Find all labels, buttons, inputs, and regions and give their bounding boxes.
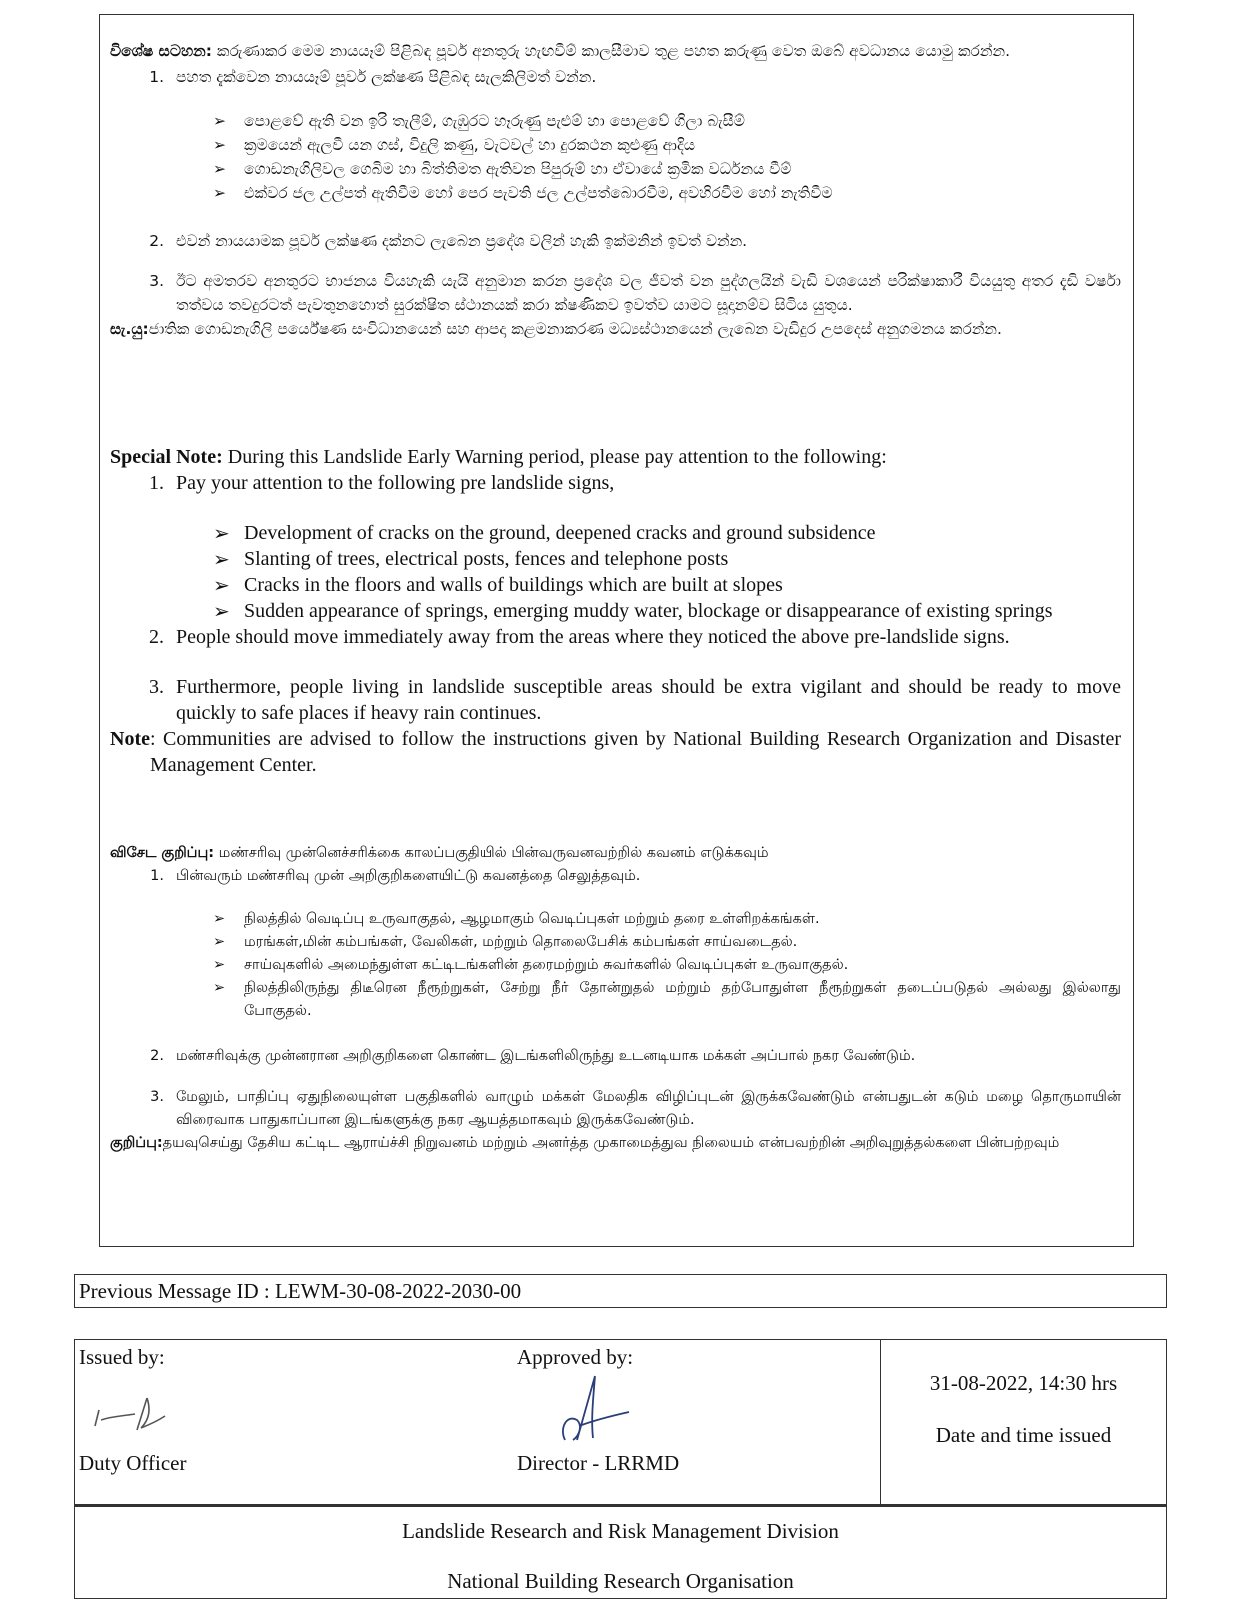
issued-by-role: Duty Officer [79, 1451, 187, 1475]
duty-officer-signature-icon [89, 1380, 169, 1438]
arrow-bullet-icon: ➢ [213, 980, 226, 996]
list-item: ➢ நிலத்தில் வெடிப்பு உருவாகுதல், ஆழமாகும் வெடிப்புகள் மற்றும் தரை உள்ளிறக்கங்கள். [110, 908, 1121, 931]
list-item: ➢ சாய்வுகளில் அமைந்துள்ள கட்டிடங்களின் தரைமற்றும் சுவர்களில் வெடிப்புகள் உருவாகுதல். [110, 954, 1121, 977]
arrow-bullet-icon: ➢ [213, 521, 230, 545]
list-item: ➢ Development of cracks on the ground, deepened cracks and ground subsidence [213, 521, 876, 545]
tamil-bullet-list [110, 908, 1121, 1023]
arrow-bullet-icon: ➢ [213, 547, 230, 571]
approved-by-role: Director - LRRMD [517, 1451, 680, 1475]
arrow-bullet-icon: ➢ [213, 911, 226, 927]
footer-division: Landslide Research and Risk Management Division [402, 1519, 839, 1543]
arrow-bullet-icon: ➢ [213, 599, 230, 623]
tamil-note: குறிப்பு: தயவுசெய்து தேசிய கட்டிட ஆராய்ச்சி நிறுவனம் மற்றும் அனர்த்த முகாமைத்துவ நிலையம் என்பவற்றின் அறிவுறுத்தல்களை பின்பற்றவும் [110, 1135, 1060, 1151]
list-item: ➢ Cracks in the floors and walls of buildings which are built at slopes [213, 573, 783, 597]
approved-by-label: Approved by: [517, 1345, 634, 1369]
datetime-label: Date and time issued [935, 1423, 1112, 1447]
sinhala-intro: විශේෂ සටහන: කරුණාකර මෙම නායයෑම් පිළිබඳ පූර්ව අනතුරු හැඟවීම් කාලසීමාව තුළ පහත කරුණු වෙත ඔබේ අවධානය යොමු කරන්න. [110, 42, 1011, 60]
previous-message-id: Previous Message ID : LEWM-30-08-2022-2030-00 [74, 1274, 1167, 1308]
list-item: ➢ நிலத்திலிருந்து திடீரென நீரூற்றுகள், சேற்று நீர் தோன்றுதல் மற்றும் தற்போதுள்ள நீரூற்றுகள் தடைப்படுதல் அல்லது இல்லாது போகுதல். [110, 977, 1121, 1023]
tamil-section [110, 842, 1121, 1155]
issued-by-label: Issued by: [79, 1345, 165, 1369]
english-section [110, 444, 1121, 778]
director-signature-icon [549, 1370, 639, 1450]
issued-datetime: 31-08-2022, 14:30 hrs [929, 1371, 1118, 1395]
sinhala-item-2: 2. එවන් නායයාමක පූර්ව ලක්ෂණ දක්නට ලැබෙන ප්‍රදේශ වලින් හැකි ඉක්මනින් ඉවත් වන්න. [149, 232, 748, 250]
english-item-3: 3. Furthermore, people living in landslide susceptible areas should be extra vigilant and should be ready to move quickly to safe places if heavy rain continues. [149, 676, 1121, 724]
datetime-cell [880, 1340, 1166, 1504]
footer [74, 1505, 1167, 1599]
tamil-item-2: 2. மண்சரிவுக்கு முன்னரான அறிகுறிகளை கொண்ட இடங்களிலிருந்து உடனடியாக மக்கள் அப்பால் நகர வேண்டும். [150, 1048, 916, 1064]
english-item-2: 2. People should move immediately away from the areas where they noticed the above pre-landslide signs. [149, 626, 1010, 648]
list-item: ➢ ක්‍රමයෙන් ඇලවී යන ගස්, විදුලි කණු, වැටවල් හා දුරකථන කුළුණු ආදිය [110, 133, 1121, 157]
list-item: ➢ එක්වර ජල උල්පත් ඇතිවීම හෝ පෙර පැවති ජල උල්පත්බොරවීම, අවහිරවීම හෝ නැතිවීම [110, 181, 1121, 205]
english-bullet-list [110, 520, 1121, 624]
list-item: ➢ மரங்கள்,மின் கம்பங்கள், வேலிகள், மற்றும் தொலைபேசிக் கம்பங்கள் சாய்வடைதல். [110, 931, 1121, 954]
english-intro: Special Note: During this Landslide Early Warning period, please pay attention to the following: [110, 446, 887, 468]
arrow-bullet-icon: ➢ [213, 112, 226, 130]
arrow-bullet-icon: ➢ [213, 136, 226, 154]
sinhala-item-1: 1. පහත දැක්වෙන නායයෑම් පූර්ව ලක්ෂණ පිළිබඳ සැලකිලිමත් වන්න. [149, 68, 597, 86]
list-item: ➢ Slanting of trees, electrical posts, fences and telephone posts [213, 547, 729, 571]
warning-notice-box [99, 14, 1134, 1247]
tamil-note-label: விசேட குறிப்பு: [110, 845, 215, 861]
list-item: ➢ ගොඩනැගිලිවල ගෙබිම හා බිත්තිමත ඇතිවන පිපුරුම් හා ඒවායේ ක්‍රමික වර්ධනය වීම් [110, 157, 1121, 181]
arrow-bullet-icon: ➢ [213, 160, 226, 178]
english-item-1: 1. Pay your attention to the following pre landslide signs, [149, 472, 615, 494]
tamil-item-1: 1. பின்வரும் மண்சரிவு முன் அறிகுறிகளையிட்டு கவனத்தை செலுத்தவும். [150, 868, 641, 884]
tamil-item-3: 3. மேலும், பாதிப்பு ஏதுநிலையுள்ள பகுதிகளில் வாழும் மக்கள் மேலதிக விழிப்புடன் இருக்கவேண்டும் என்பதுடன் கடும் மழை தொருமாயின் விரைவாக பாதுகாப்பான இடங்களுக்கு நகர ஆயத்தமாகவும் இருக்கவேண்டும். [150, 1089, 1121, 1128]
sinhala-note: සැ.යු: ජාතික ගොඩනැගිලි පර්යේෂණ සංවිධානයෙන් සහ ආපදා කළමනාකරණ මධ්‍යස්ථානයෙන් ලැබෙන වැඩිදුර උපදෙස් අනුගමනය කරන්න. [110, 320, 1002, 338]
tamil-intro: விசேட குறிப்பு: மண்சரிவு முன்னெச்சரிக்கை காலப்பகுதியில் பின்வருவனவற்றில் கவனம் எடுக்கவும் [110, 845, 769, 861]
list-item: ➢ Sudden appearance of springs, emerging muddy water, blockage or disappearance of existing springs [213, 599, 1053, 623]
arrow-bullet-icon: ➢ [213, 957, 226, 973]
arrow-bullet-icon: ➢ [213, 184, 226, 202]
arrow-bullet-icon: ➢ [213, 573, 230, 597]
sinhala-section [110, 39, 1121, 341]
sinhala-item-3: 3. ඊට අමතරව අනතුරට භාජනය වියහැකි යැයි අනුමාන කරන ප්‍රදේශ වල ජීවත් වන පුද්ගලයින් වැඩි වශයෙන් පරික්ෂාකාරී වියයුතු අතර දැඩි වර්ෂා තත්වය තවදුරටත් පැවතුනහොත් සුරක්ෂිත ස්ථානයක් කරා ක්ෂණිකව ඉවත්ව යාමට සූදානම්ව සිටිය යුතුය. [149, 272, 1121, 314]
english-note-label: Special Note: [110, 446, 223, 468]
arrow-bullet-icon: ➢ [213, 934, 226, 950]
footer-organisation: National Building Research Organisation [447, 1569, 794, 1593]
sinhala-bullet-list [110, 109, 1121, 205]
english-note: Note : Communities are advised to follow the instructions given by National Building Research Organization and Disaster Management Center. [110, 728, 1121, 776]
sinhala-note-label: විශේෂ සටහන: [110, 42, 212, 60]
list-item: ➢ පොළවේ ඇති වන ඉරි තැලීම්, ගැඹුරට හෑරුණු පැළුම් හා පොළවේ ගිලා බැසීම් [110, 109, 1121, 133]
signoff-table [74, 1339, 1167, 1505]
